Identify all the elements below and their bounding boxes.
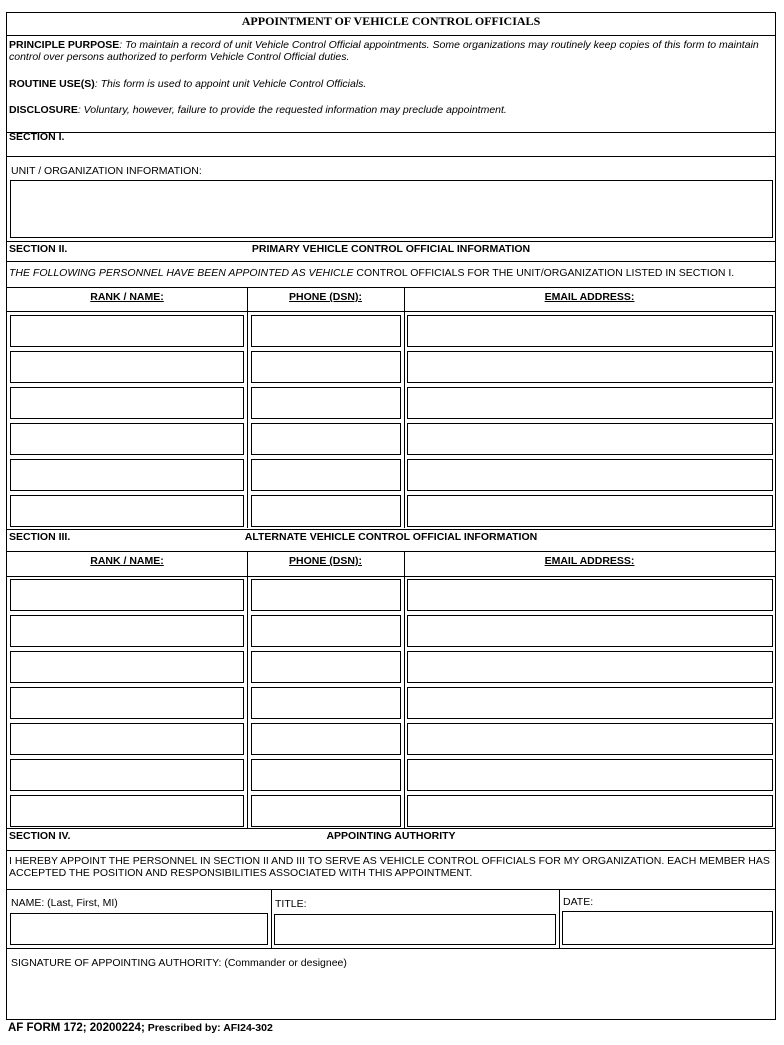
- alternate-phone-field[interactable]: [251, 651, 401, 683]
- alternate-phone-field[interactable]: [251, 795, 401, 827]
- alternate-col-phone: PHONE (DSN):: [289, 555, 362, 567]
- alternate-email-field[interactable]: [407, 723, 773, 755]
- divider: [7, 241, 775, 242]
- routine-uses: ROUTINE USE(S): This form is used to appoint unit Vehicle Control Officials.: [9, 78, 367, 90]
- alternate-email-field[interactable]: [407, 687, 773, 719]
- principle-purpose: PRINCIPLE PURPOSE: To maintain a record of unit Vehicle Control Official appointments. Some organizations may routinely keep copies of this form to maintain control over persons authorized to perform Vehicle Control Official duties.: [9, 39, 759, 63]
- column-divider: [404, 288, 405, 528]
- divider: [7, 156, 775, 157]
- divider: [7, 287, 775, 288]
- primary-email-field[interactable]: [407, 495, 773, 527]
- primary-rank-name-field[interactable]: [10, 315, 244, 347]
- primary-phone-field[interactable]: [251, 351, 401, 383]
- primary-rank-name-field[interactable]: [10, 351, 244, 383]
- primary-col-phone: PHONE (DSN):: [289, 291, 362, 303]
- divider: [7, 132, 775, 133]
- primary-col-email: EMAIL ADDRESS:: [544, 291, 635, 303]
- alternate-rank-name-field[interactable]: [10, 687, 244, 719]
- title-field[interactable]: [274, 914, 556, 945]
- signature-label: SIGNATURE OF APPOINTING AUTHORITY: (Commander or designee): [11, 957, 347, 969]
- alternate-col-email: EMAIL ADDRESS:: [544, 555, 635, 567]
- appointment-form: [6, 12, 776, 1020]
- alternate-rank-name-field[interactable]: [10, 651, 244, 683]
- alternate-email-field[interactable]: [407, 795, 773, 827]
- unit-info-field[interactable]: [10, 180, 773, 238]
- alternate-phone-field[interactable]: [251, 615, 401, 647]
- name-field[interactable]: [10, 913, 268, 945]
- primary-phone-field[interactable]: [251, 423, 401, 455]
- form-title: APPOINTMENT OF VEHICLE CONTROL OFFICIALS: [241, 14, 541, 28]
- section-4-title: APPOINTING AUTHORITY: [326, 830, 456, 842]
- name-label: NAME: (Last, First, MI): [11, 897, 118, 909]
- divider: [7, 311, 775, 312]
- divider: [7, 828, 775, 829]
- alternate-rank-name-field[interactable]: [10, 723, 244, 755]
- alternate-rank-name-field[interactable]: [10, 759, 244, 791]
- section-3-label: SECTION III.: [9, 531, 71, 543]
- disclosure: DISCLOSURE: Voluntary, however, failure to provide the requested information may preclude appointment.: [9, 104, 507, 116]
- alternate-email-field[interactable]: [407, 615, 773, 647]
- primary-email-field[interactable]: [407, 351, 773, 383]
- section-1-label: SECTION I.: [9, 131, 65, 143]
- divider: [7, 850, 775, 851]
- primary-phone-field[interactable]: [251, 387, 401, 419]
- divider: [7, 576, 775, 577]
- alternate-col-rank-name: RANK / NAME:: [90, 555, 164, 567]
- alternate-phone-field[interactable]: [251, 687, 401, 719]
- appointment-statement: I HEREBY APPOINT THE PERSONNEL IN SECTION II AND III TO SERVE AS VEHICLE CONTROL OFFICIALS FOR MY ORGANIZATION. EACH MEMBER HAS ACCEPTED THE POSITION AND RESPONSIBILITIES ASSOCIATED WITH THIS APPOINTMENT.: [9, 855, 770, 879]
- primary-col-rank-name: RANK / NAME:: [90, 291, 164, 303]
- divider: [7, 35, 775, 36]
- section-3-title: ALTERNATE VEHICLE CONTROL OFFICIAL INFORMATION: [244, 531, 538, 543]
- primary-email-field[interactable]: [407, 387, 773, 419]
- section-2-statement: THE FOLLOWING PERSONNEL HAVE BEEN APPOINTED AS VEHICLE CONTROL OFFICIALS FOR THE UNIT/ORGANIZATION LISTED IN SECTION I.: [9, 267, 735, 279]
- section-2-label: SECTION II.: [9, 243, 68, 255]
- section-2-title: PRIMARY VEHICLE CONTROL OFFICIAL INFORMATION: [251, 243, 531, 255]
- alternate-rank-name-field[interactable]: [10, 615, 244, 647]
- divider: [7, 529, 775, 530]
- primary-rank-name-field[interactable]: [10, 495, 244, 527]
- primary-email-field[interactable]: [407, 423, 773, 455]
- alternate-email-field[interactable]: [407, 579, 773, 611]
- column-divider: [247, 288, 248, 528]
- column-divider: [247, 552, 248, 828]
- alternate-rank-name-field[interactable]: [10, 795, 244, 827]
- primary-email-field[interactable]: [407, 459, 773, 491]
- section-4-label: SECTION IV.: [9, 830, 71, 842]
- column-divider: [404, 552, 405, 828]
- date-field[interactable]: [562, 911, 773, 945]
- primary-rank-name-field[interactable]: [10, 459, 244, 491]
- date-label: DATE:: [563, 896, 594, 908]
- divider: [7, 551, 775, 552]
- unit-info-label: UNIT / ORGANIZATION INFORMATION:: [11, 165, 202, 177]
- primary-phone-field[interactable]: [251, 315, 401, 347]
- primary-email-field[interactable]: [407, 315, 773, 347]
- column-divider: [559, 889, 560, 948]
- signature-area[interactable]: [7, 971, 775, 1019]
- alternate-phone-field[interactable]: [251, 759, 401, 791]
- divider: [7, 948, 775, 949]
- alternate-email-field[interactable]: [407, 651, 773, 683]
- divider: [7, 261, 775, 262]
- form-footer: AF FORM 172; 20200224; Prescribed by: AFI24-302: [8, 1022, 273, 1034]
- alternate-phone-field[interactable]: [251, 723, 401, 755]
- divider: [7, 889, 775, 890]
- alternate-phone-field[interactable]: [251, 579, 401, 611]
- alternate-rank-name-field[interactable]: [10, 579, 244, 611]
- alternate-email-field[interactable]: [407, 759, 773, 791]
- primary-phone-field[interactable]: [251, 495, 401, 527]
- primary-rank-name-field[interactable]: [10, 423, 244, 455]
- primary-rank-name-field[interactable]: [10, 387, 244, 419]
- primary-phone-field[interactable]: [251, 459, 401, 491]
- column-divider: [271, 889, 272, 948]
- title-label: TITLE:: [275, 898, 307, 910]
